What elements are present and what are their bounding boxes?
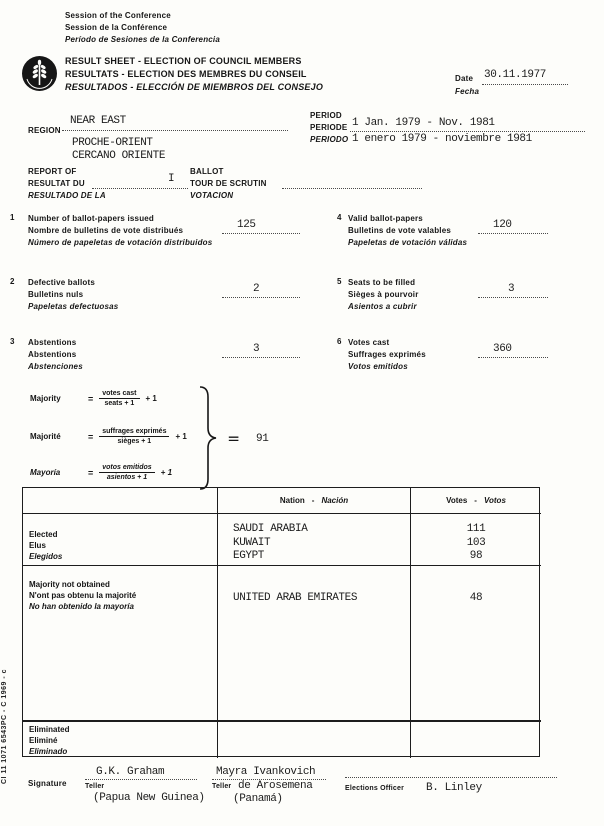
item6-label-fr: Suffrages exprimés bbox=[348, 350, 426, 359]
item3-value: 3 bbox=[253, 343, 260, 355]
nation-header-es: Nación bbox=[321, 496, 349, 505]
form-print-code: Cl 11 1071 6543PC - C 1969 - c bbox=[1, 668, 8, 784]
elected-votes bbox=[411, 514, 541, 566]
item2-number: 2 bbox=[10, 277, 15, 286]
item5-value: 3 bbox=[508, 283, 515, 295]
majority-equals-en: = bbox=[88, 393, 94, 404]
period-dotted-line bbox=[350, 130, 585, 132]
period-value-line1: 1 Jan. 1979 - Nov. 1981 bbox=[352, 117, 495, 129]
majority-fraction-fr: $\frac{\text{suffrages exprimés}}{\text{sièges + 1}}$ bbox=[99, 428, 169, 445]
region-dotted-line bbox=[62, 129, 288, 131]
majority-fraction-es: $\frac{\text{votos emitidos}}{\text{asientos + 1}}$ bbox=[99, 464, 154, 481]
eliminated-votes bbox=[411, 721, 541, 758]
period-value-line2: 1 enero 1979 - noviembre 1981 bbox=[352, 133, 532, 145]
item1-value: 125 bbox=[237, 219, 256, 231]
region-value-en: NEAR EAST bbox=[70, 115, 126, 127]
item5-dotted-line bbox=[478, 296, 548, 298]
report-label-en: REPORT OF bbox=[28, 167, 77, 176]
item6-value: 360 bbox=[493, 343, 512, 355]
table-header-votes bbox=[411, 488, 541, 514]
fao-logo bbox=[21, 55, 58, 97]
majority-fraction-en: $\frac{\text{votes cast}}{\text{seats + 1}}$ bbox=[99, 390, 139, 407]
item3-dotted-line bbox=[222, 356, 300, 358]
not-obtained-row-label: Majority not obtained N'ont pas obtenu la majorité No han obtenido la mayoría bbox=[23, 566, 218, 721]
region-value-es: CERCANO ORIENTE bbox=[72, 150, 166, 162]
item3-label-fr: Abstentions bbox=[28, 350, 77, 359]
elected-row-label: Elected Elus Elegidos bbox=[23, 514, 218, 566]
title-line-es: RESULTADOS - ELECCIÓN DE MIEMBROS DEL CONSEJO bbox=[65, 82, 324, 92]
item6-label-en: Votes cast bbox=[348, 338, 390, 347]
date-label: Date bbox=[455, 74, 474, 83]
teller2-role-label: Teller bbox=[212, 783, 232, 790]
majority-result-value: 91 bbox=[256, 433, 269, 445]
table-header-nation bbox=[218, 488, 411, 514]
majority-brace bbox=[197, 385, 219, 496]
report-label-es: RESULTADO DE LA bbox=[28, 191, 106, 200]
item6-label-es: Votos emitidos bbox=[348, 362, 408, 371]
period-label-fr: PERIODE bbox=[310, 123, 348, 132]
table-header-empty bbox=[23, 488, 218, 514]
item4-labels bbox=[348, 213, 467, 249]
votes-header-es: Votos bbox=[483, 496, 506, 505]
majority-label-en: Majority bbox=[30, 394, 61, 403]
majority-formula-es bbox=[30, 464, 172, 481]
item1-dotted-line bbox=[222, 232, 300, 234]
date-value: 30.11.1977 bbox=[484, 69, 547, 81]
officer-name: B. Linley bbox=[426, 782, 482, 794]
majority-equals-es: = bbox=[88, 467, 94, 478]
report-dotted-line bbox=[92, 187, 188, 189]
nation-name: SAUDI ARABIA bbox=[233, 523, 308, 535]
session-line-es: Período de Sesiones de la Conferencia bbox=[65, 35, 221, 44]
eliminated-row-label: Eliminated Eliminé Eliminado bbox=[23, 721, 218, 758]
majority-label-es: Mayoría bbox=[30, 468, 61, 477]
vote-count: 103 bbox=[466, 536, 486, 549]
not-obtained-votes bbox=[411, 566, 541, 721]
elected-nations bbox=[218, 514, 411, 566]
item2-label-en: Defective ballots bbox=[28, 278, 95, 287]
item2-labels bbox=[28, 277, 118, 313]
teller1-country: (Papua New Guinea) bbox=[93, 792, 205, 804]
vote-count: 111 bbox=[466, 523, 486, 535]
teller1-name: G.K. Graham bbox=[96, 766, 165, 778]
item1-label-es: Número de papeletas de votación distribuidos bbox=[28, 238, 213, 247]
item3-label-en: Abstentions bbox=[28, 338, 77, 347]
item5-number: 5 bbox=[337, 277, 342, 286]
ballot-dotted-line bbox=[282, 187, 422, 189]
date-label-es: Fecha bbox=[455, 87, 480, 96]
item2-label-es: Papeletas defectuosas bbox=[28, 302, 119, 311]
results-table bbox=[22, 487, 540, 757]
teller2-name: Mayra Ivankovich bbox=[216, 766, 316, 778]
teller1-dotted-line bbox=[85, 778, 197, 780]
ballot-label-en: BALLOT bbox=[190, 167, 224, 176]
officer-role-label: Elections Officer bbox=[345, 785, 405, 792]
item2-value: 2 bbox=[253, 283, 260, 295]
votes-header-sep: - bbox=[474, 496, 477, 505]
not-obtained-nations bbox=[218, 566, 411, 721]
title-line-en: RESULT SHEET - ELECTION OF COUNCIL MEMBERS bbox=[65, 56, 302, 66]
majority-suffix-fr: + 1 bbox=[175, 432, 187, 441]
item2-label-fr: Bulletins nuls bbox=[28, 290, 84, 299]
item4-number: 4 bbox=[337, 213, 342, 222]
region-label: REGION bbox=[28, 126, 61, 135]
majority-label-fr: Majorité bbox=[30, 432, 61, 441]
item1-label-fr: Nombre de bulletins de vote distribués bbox=[28, 226, 184, 235]
majority-formula-en bbox=[30, 390, 157, 407]
item5-label-fr: Sièges à pourvoir bbox=[348, 290, 419, 299]
signature-label: Signature bbox=[28, 779, 67, 788]
majority-suffix-en: + 1 bbox=[145, 394, 157, 403]
item4-label-es: Papeletas de votación válidas bbox=[348, 238, 468, 247]
item5-labels bbox=[348, 277, 419, 313]
item1-label-en: Number of ballot-papers issued bbox=[28, 214, 155, 223]
period-label-es: PERIODO bbox=[310, 135, 349, 144]
item3-label-es: Abstenciones bbox=[28, 362, 83, 371]
title-line-fr: RESULTATS - ELECTION DES MEMBRES DU CONSEIL bbox=[65, 69, 307, 79]
officer-dotted-line bbox=[345, 776, 557, 778]
item4-value: 120 bbox=[493, 219, 512, 231]
item5-label-en: Seats to be filled bbox=[348, 278, 416, 287]
item3-labels bbox=[28, 337, 83, 373]
item6-dotted-line bbox=[478, 356, 548, 358]
item1-labels bbox=[28, 213, 212, 249]
item6-number: 6 bbox=[337, 337, 342, 346]
majority-result-equals: = bbox=[228, 432, 240, 446]
item2-dotted-line bbox=[222, 296, 300, 298]
report-label-fr: RESULTAT DU bbox=[28, 179, 85, 188]
majority-formula-fr bbox=[30, 428, 187, 445]
item6-labels bbox=[348, 337, 426, 373]
nation-header-sep: - bbox=[311, 496, 315, 505]
item5-label-es: Asientos a cubrir bbox=[348, 302, 417, 311]
nation-name: KUWAIT bbox=[233, 536, 271, 549]
eliminated-nations bbox=[218, 721, 411, 758]
nation-header-en: Nation bbox=[279, 496, 305, 505]
region-value-fr: PROCHE-ORIENT bbox=[72, 137, 153, 149]
period-label-en: PERIOD bbox=[310, 111, 342, 120]
vote-count: 98 bbox=[469, 550, 483, 562]
teller2-name-line2: de Arosemena bbox=[238, 780, 313, 792]
majority-equals-fr: = bbox=[88, 431, 94, 442]
teller1-role-label: Teller bbox=[85, 783, 105, 790]
item4-dotted-line bbox=[478, 232, 548, 234]
item4-label-fr: Bulletins de vote valables bbox=[348, 226, 452, 235]
ballot-label-fr: TOUR DE SCRUTIN bbox=[190, 179, 267, 188]
votes-header-en: Votes bbox=[446, 496, 468, 505]
item4-label-en: Valid ballot-papers bbox=[348, 214, 423, 223]
session-line-fr: Session de la Conférence bbox=[65, 23, 168, 32]
item3-number: 3 bbox=[10, 337, 15, 346]
item1-number: 1 bbox=[10, 213, 15, 222]
nation-name: EGYPT bbox=[233, 550, 265, 562]
ballot-label-es: VOTACION bbox=[190, 191, 234, 200]
majority-suffix-es: + 1 bbox=[160, 468, 173, 477]
teller2-country: (Panamá) bbox=[233, 793, 283, 805]
vote-count: 48 bbox=[469, 592, 483, 604]
session-line-en: Session of the Conference bbox=[65, 11, 171, 20]
nation-name: UNITED ARAB EMIRATES bbox=[233, 592, 358, 604]
report-value: I bbox=[168, 173, 175, 185]
date-dotted-line bbox=[482, 83, 568, 85]
